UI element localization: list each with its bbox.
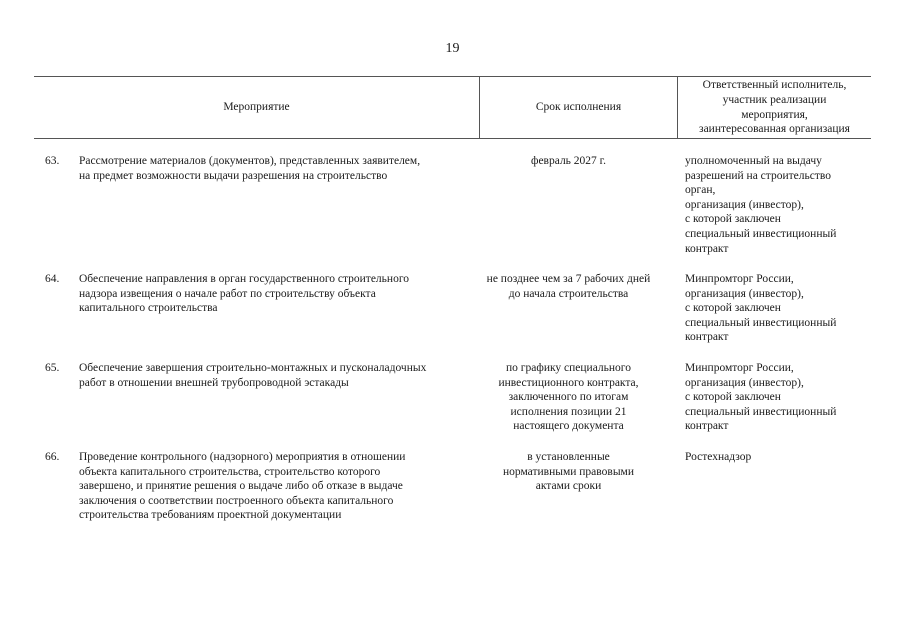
row-number: 64. (45, 273, 60, 285)
responsible-line: с которой заключен (685, 302, 781, 315)
event-line: Проведение контрольного (надзорного) мероприятия в отношении (79, 451, 406, 463)
row-responsible (685, 361, 875, 434)
responsible-line: Ростехнадзор (685, 451, 752, 463)
row-event (79, 272, 479, 316)
responsible-line: разрешений на строительство (685, 169, 831, 182)
event-line: работ в отношении внешней трубопроводной эстакады (79, 376, 349, 389)
deadline-line: февраль 2027 г. (531, 155, 606, 167)
responsible-line: Минпромторг России, (685, 273, 794, 285)
event-line: строительства требованиям проектной документации (79, 509, 342, 522)
responsible-line: с которой заключен (685, 391, 781, 404)
responsible-line: Минпромторг России, (685, 362, 794, 374)
event-line: Обеспечение завершения строительно-монтажных и пусконаладочных (79, 362, 427, 374)
responsible-line: контракт (685, 420, 729, 433)
header-event (34, 77, 480, 138)
header-responsible-line: Ответственный исполнитель, (702, 79, 847, 92)
row-event (79, 450, 479, 523)
event-line: заключения о соответствии построенного объекта капитального (79, 494, 394, 507)
deadline-line: настоящего документа (513, 420, 624, 433)
responsible-line: организация (инвестор), (685, 287, 804, 300)
row-number: 63. (45, 155, 60, 167)
header-event-label: Мероприятие (223, 101, 290, 114)
event-line: Рассмотрение материалов (документов), представленных заявителем, (79, 155, 421, 167)
row-number: 65. (45, 362, 60, 374)
header-responsible-line: участник реализации (722, 93, 827, 106)
header-responsible (678, 77, 871, 138)
responsible-line: контракт (685, 242, 729, 255)
event-line: надзора извещения о начале работ по строительству объекта (79, 287, 376, 300)
row-deadline (485, 272, 652, 301)
header-deadline (480, 77, 678, 138)
deadline-line: по графику специального (506, 362, 631, 374)
responsible-line: специальный инвестиционный (685, 227, 837, 240)
header-deadline-label: Срок исполнения (535, 101, 622, 114)
responsible-line: специальный инвестиционный (685, 405, 837, 418)
deadline-line: инвестиционного контракта, (498, 376, 639, 389)
event-line: капитального строительства (79, 302, 218, 315)
row-responsible (685, 272, 875, 345)
page-number: 19 (445, 41, 460, 56)
deadline-line: в установленные (527, 451, 610, 463)
row-deadline (485, 154, 652, 169)
deadline-line: заключенного по итогам (508, 391, 629, 404)
table-header (34, 76, 871, 139)
responsible-line: орган, (685, 184, 716, 197)
deadline-line: до начала строительства (508, 287, 629, 300)
event-line: завершено, и принятие решения о выдаче либо об отказе в выдаче (79, 480, 403, 493)
deadline-line: не позднее чем за 7 рабочих дней (486, 273, 651, 285)
deadline-line: нормативными правовыми (503, 465, 634, 478)
responsible-line: специальный инвестиционный (685, 316, 837, 329)
deadline-line: актами сроки (535, 480, 602, 493)
header-responsible-line: заинтересованная организация (699, 123, 850, 136)
responsible-line: организация (инвестор), (685, 198, 804, 211)
row-responsible (685, 450, 875, 465)
responsible-line: уполномоченный на выдачу (685, 155, 822, 167)
responsible-line: организация (инвестор), (685, 376, 804, 389)
responsible-line: с которой заключен (685, 213, 781, 226)
row-event (79, 361, 479, 390)
row-event (79, 154, 479, 183)
event-line: объекта капитального строительства, строительство которого (79, 465, 381, 478)
event-line: Обеспечение направления в орган государственного строительного (79, 273, 409, 285)
row-responsible (685, 154, 875, 256)
responsible-line: контракт (685, 331, 729, 344)
row-deadline (485, 450, 652, 494)
header-responsible-line: мероприятия, (741, 108, 808, 121)
deadline-line: исполнения позиции 21 (510, 405, 627, 418)
row-number: 66. (45, 451, 60, 463)
row-deadline (485, 361, 652, 434)
event-line: на предмет возможности выдачи разрешения на строительство (79, 169, 388, 182)
